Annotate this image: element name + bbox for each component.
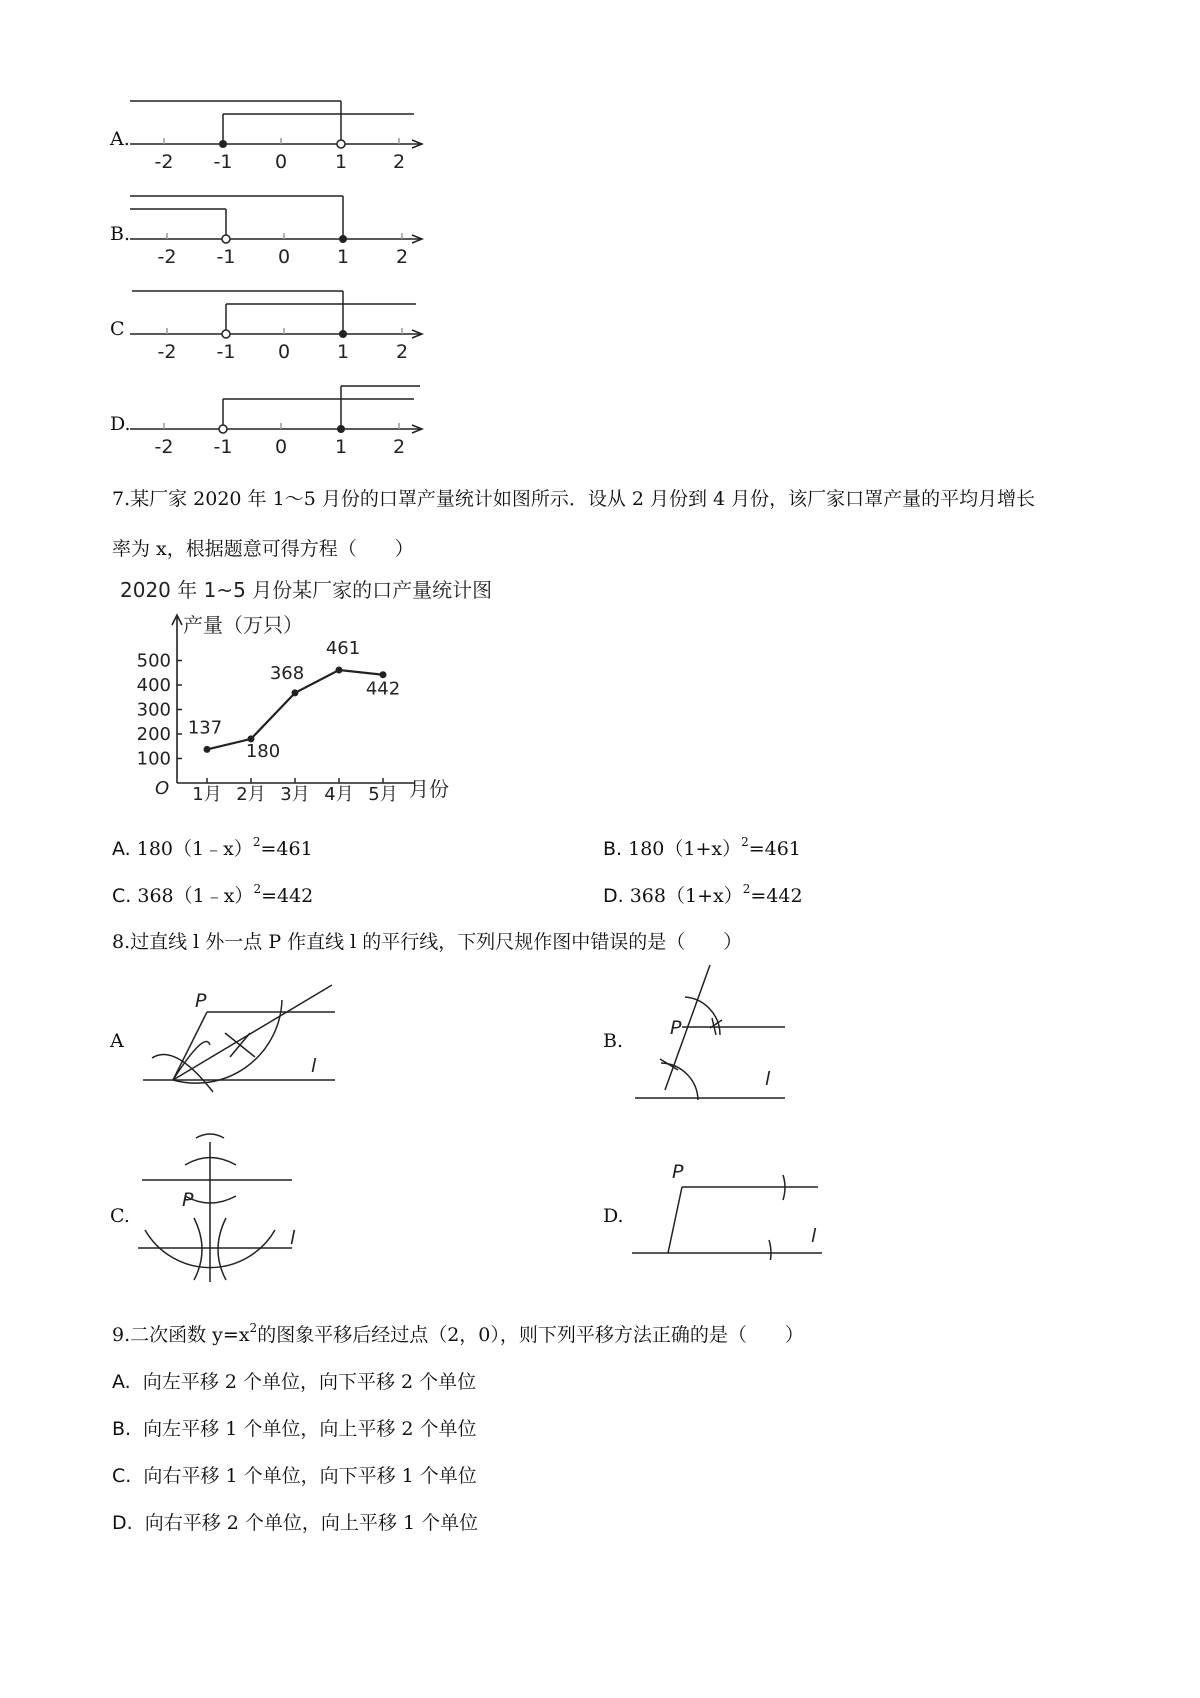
y-axis-label: 产量（万只） [183, 613, 303, 637]
option-text: 180（1﹣x） [136, 838, 253, 860]
q6-option-b-letter: B. [110, 223, 131, 245]
q7-option-a[interactable] [112, 834, 313, 861]
option-text: =442 [261, 885, 314, 907]
data-label: 180 [245, 740, 281, 762]
q6-option-a-letter: A. [110, 128, 130, 150]
q9-option-d[interactable] [112, 1508, 478, 1535]
option-letter: C. [112, 1465, 132, 1487]
tick-label: -2 [154, 436, 174, 458]
y-tick-label: 500 [136, 650, 171, 672]
line-l-label: l [811, 1225, 817, 1247]
option-letter: A. [112, 1371, 131, 1393]
tick-label: 2 [395, 341, 409, 363]
point-p-label: P [195, 990, 207, 1012]
tick-label: 2 [392, 151, 406, 173]
origin-label: O [155, 778, 170, 799]
q6-option-a-numberline [130, 100, 430, 175]
open-dot [337, 140, 345, 148]
tick-label: 2 [395, 246, 409, 268]
point-p-label: P [670, 1017, 682, 1039]
line-l-label: l [290, 1227, 296, 1249]
data-point [380, 671, 387, 678]
q7-stem-line2: 率为 x，根据题意可得方程（ ） [112, 538, 414, 560]
q6-option-d-numberline [130, 385, 430, 460]
q7-option-c[interactable] [112, 881, 313, 908]
closed-dot [339, 235, 347, 243]
line-l-label: l [311, 1055, 317, 1077]
option-text: 368（1﹣x） [137, 885, 254, 907]
tick-label: 1 [336, 246, 350, 268]
line-l-label: l [765, 1068, 771, 1090]
q9-option-c[interactable] [112, 1461, 477, 1488]
tick-label: -1 [216, 341, 236, 363]
option-letter: B. [603, 838, 623, 860]
option-text: =461 [748, 838, 801, 860]
data-point [292, 689, 299, 696]
tick-label: -1 [213, 436, 233, 458]
data-label: 137 [187, 717, 223, 739]
closed-dot [219, 140, 227, 148]
open-dot [222, 330, 230, 338]
x-tick-label: 3月 [280, 784, 310, 805]
q9-stem-text: 的图象平移后经过点（2，0），则下列平移方法正确的是（ ） [257, 1324, 804, 1346]
closed-dot [337, 425, 345, 433]
x-tick-label: 2月 [236, 784, 266, 805]
option-text: =442 [750, 885, 803, 907]
x-tick-label: 5月 [368, 784, 398, 805]
y-tick-label: 200 [136, 724, 171, 745]
tick-label: 0 [274, 436, 288, 458]
q8-construction-c [130, 1130, 305, 1290]
data-label: 442 [365, 678, 401, 700]
q6-option-d-letter: D. [110, 413, 131, 435]
x-axis-label: 月份 [409, 777, 449, 801]
chart-title: 2020 年 1~5 月份某厂家的口产量统计图 [120, 578, 493, 602]
tick-label: -2 [157, 246, 177, 268]
q9-stem [112, 1320, 804, 1347]
q8-construction-b [630, 960, 800, 1105]
tick-label: 0 [274, 151, 288, 173]
option-text: 180（1+x） [628, 838, 742, 860]
q8-option-b-letter: B. [603, 1030, 624, 1052]
q7-option-b[interactable] [603, 834, 801, 861]
point-p-label: P [182, 1189, 194, 1211]
data-point [336, 667, 343, 674]
q9-stem-exponent: 2 [249, 1321, 258, 1335]
option-exponent: 2 [253, 882, 262, 896]
q9-option-b[interactable] [112, 1414, 477, 1441]
option-text: 向右平移 2 个单位，向上平移 1 个单位 [144, 1512, 479, 1534]
q7-option-d[interactable] [603, 881, 803, 908]
tick-label: 1 [334, 436, 348, 458]
q8-construction-d [630, 1160, 830, 1260]
tick-label: -1 [213, 151, 233, 173]
production-line-chart [115, 575, 495, 815]
open-dot [222, 235, 230, 243]
tick-label: -2 [154, 151, 174, 173]
option-exponent: 2 [252, 835, 261, 849]
data-label: 368 [269, 662, 305, 684]
q9-stem-text: 9.二次函数 y=x [112, 1324, 250, 1346]
option-exponent: 2 [742, 882, 751, 896]
option-text: 向左平移 1 个单位，向上平移 2 个单位 [143, 1418, 477, 1440]
option-letter: C. [112, 885, 132, 907]
open-dot [219, 425, 227, 433]
tick-label: 1 [334, 151, 348, 173]
option-text: 向右平移 1 个单位，向下平移 1 个单位 [143, 1465, 477, 1487]
q8-option-c-letter: C. [110, 1205, 130, 1227]
data-point [204, 746, 211, 753]
y-tick-label: 400 [136, 675, 171, 696]
y-tick-label: 300 [136, 699, 171, 721]
option-text: 368（1+x） [629, 885, 743, 907]
tick-label: -1 [216, 246, 236, 268]
option-letter: D. [112, 1512, 133, 1534]
q6-option-c-numberline [130, 290, 430, 365]
option-text: =461 [260, 838, 313, 860]
closed-dot [339, 330, 347, 338]
tick-label: 1 [336, 341, 350, 363]
option-letter: A. [112, 838, 131, 860]
x-tick-label: 4月 [324, 784, 354, 805]
y-tick-label: 100 [136, 748, 171, 770]
option-exponent: 2 [741, 835, 749, 849]
data-label: 461 [325, 638, 361, 660]
tick-label: 0 [277, 246, 291, 268]
q8-option-a-letter: A [110, 1030, 124, 1052]
q8-option-d-letter: D. [603, 1205, 624, 1227]
q6-option-b-numberline [130, 195, 430, 270]
tick-label: 2 [392, 436, 406, 458]
q7-stem-line1: 7.某厂家 2020 年 1～5 月份的口罩产量统计如图所示．设从 2 月份到 4 月份，该厂家口罩产量的平均月增长 [112, 488, 1036, 510]
option-letter: B. [112, 1418, 132, 1440]
point-p-label: P [672, 1161, 684, 1183]
tick-label: 0 [277, 341, 291, 363]
tick-label: -2 [157, 341, 177, 363]
q6-option-c-letter: C [110, 318, 125, 340]
option-text: 向左平移 2 个单位，向下平移 2 个单位 [142, 1371, 477, 1393]
q8-stem: 8.过直线 l 外一点 P 作直线 l 的平行线，下列尺规作图中错误的是（ ） [112, 931, 743, 953]
option-letter: D. [603, 885, 624, 907]
x-tick-label: 1月 [192, 784, 222, 805]
q8-construction-a [135, 975, 350, 1095]
q9-option-a[interactable] [112, 1367, 476, 1394]
